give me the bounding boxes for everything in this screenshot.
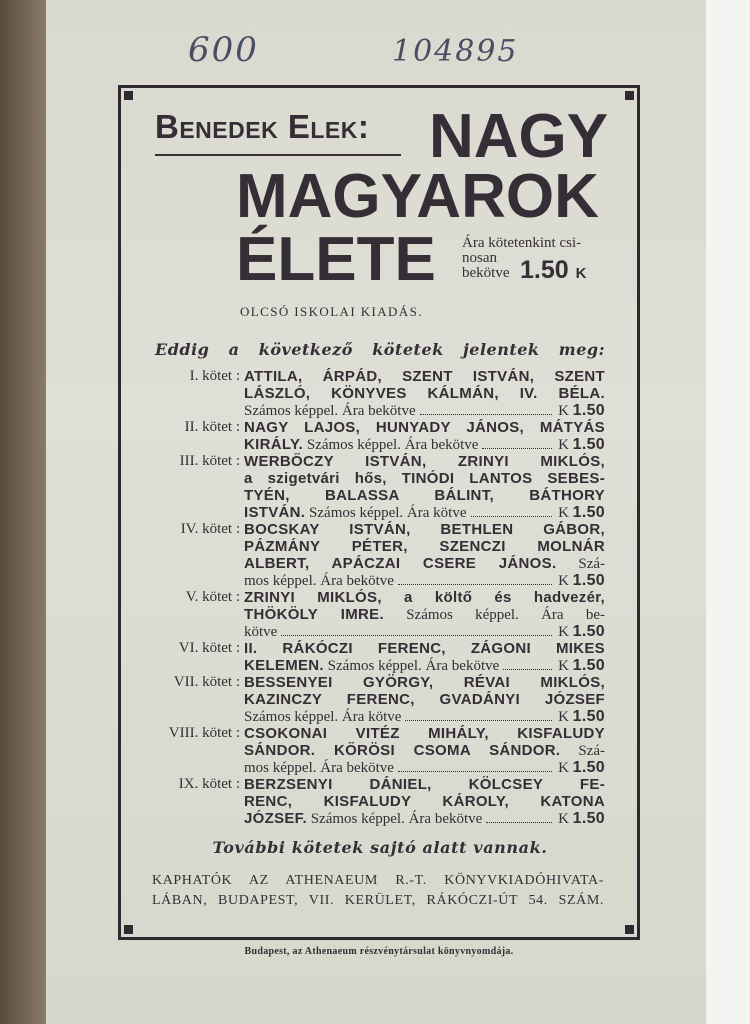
volume-price (558, 810, 605, 827)
price-currency: K (558, 573, 569, 589)
price-note-line: bekötve (462, 265, 510, 281)
dotted-leader (398, 771, 552, 772)
volume-persons: LÁSZLÓ, KÖNYVES KÁLMÁN, IV. BÉLA. (244, 385, 605, 402)
price-value: 1.50 (572, 810, 605, 827)
volume-line (244, 521, 605, 538)
volume-description: Számos képpel. Ára bekötve (306, 811, 483, 827)
volume-price (558, 436, 605, 453)
volume-persons: SÁNDOR. KŐRÖSI CSOMA SÁNDOR. (244, 742, 561, 759)
edition-label: OLCSÓ ISKOLAI KIADÁS. (240, 304, 423, 319)
volume-entry (150, 589, 605, 640)
volume-line (244, 776, 605, 793)
price-value: 1.50 (572, 759, 605, 776)
volume-description: mos képpel. Ára bekötve (244, 760, 394, 776)
volume-persons: ZRINYI MIKLÓS, a költő és hadvezér, (244, 589, 605, 606)
volume-description: Szá- (556, 556, 605, 572)
volume-line (244, 453, 605, 470)
volume-persons: BERZSENYI DÁNIEL, KÖLCSEY FE- (244, 776, 605, 793)
price-value: 1.50 (572, 623, 605, 640)
volume-persons: THÖKÖLY IMRE. (244, 606, 384, 623)
volume-line (244, 504, 605, 521)
volume-line (244, 708, 605, 725)
volume-line (244, 402, 605, 419)
volume-price (558, 759, 605, 776)
dotted-leader (503, 669, 552, 670)
volume-persons: WERBŐCZY ISTVÁN, ZRINYI MIKLÓS, (244, 453, 605, 470)
volume-entry (150, 640, 605, 674)
volume-label: VIII. kötet : (168, 725, 240, 741)
volume-persons: II. RÁKÓCZI FERENC, ZÁGONI MIKES (244, 640, 605, 657)
volume-contents (244, 419, 605, 453)
volume-label: VII. kötet : (173, 674, 240, 690)
volume-contents (244, 453, 605, 521)
price-note-line: nosan (462, 250, 497, 266)
price-currency: K (558, 658, 569, 674)
handwritten-number-left: 600 (188, 30, 259, 70)
dotted-leader (471, 516, 553, 517)
volume-line (244, 436, 605, 453)
volume-description: kötve (244, 624, 278, 640)
price-currency: K (575, 265, 587, 282)
volume-description: Számos képpel. Ára kötve (244, 709, 402, 725)
volume-price (558, 402, 605, 419)
volume-entry (150, 725, 605, 776)
volume-label: VI. kötet : (178, 640, 240, 656)
dotted-leader (482, 448, 552, 449)
volume-price (558, 504, 605, 521)
volume-persons: JÓZSEF. (244, 810, 307, 827)
volume-persons: TYÉN, BALASSA BÁLINT, BÁTHORY (244, 487, 605, 504)
volume-line (244, 793, 605, 810)
price-value: 1.50 (520, 256, 569, 284)
dotted-leader (405, 720, 552, 721)
volume-line (244, 657, 605, 674)
dotted-leader (281, 635, 552, 636)
volume-label: V. kötet : (185, 589, 240, 605)
volume-persons: RENC, KISFALUDY KÁROLY, KATONA (244, 793, 605, 810)
volume-line (244, 572, 605, 589)
frame-corner (625, 925, 634, 934)
price-currency: K (558, 811, 569, 827)
volume-persons: KAZINCZY FERENC, GVADÁNYI JÓZSEF (244, 691, 605, 708)
volume-line (244, 368, 605, 385)
frame-corner (625, 91, 634, 100)
volume-line (244, 589, 605, 606)
volume-persons: a szigetvári hős, TINÓDI LANTOS SEBES- (244, 470, 605, 487)
volume-line (244, 759, 605, 776)
volume-line (244, 487, 605, 504)
volume-line (244, 555, 605, 572)
address-line-1: KAPHATÓK AZ ATHENAEUM R.-T. KÖNYVKIADÓHIVATA- (152, 873, 604, 888)
volume-label: III. kötet : (179, 453, 240, 469)
volume-persons: ISTVÁN. (244, 504, 306, 521)
volume-description: Szá- (560, 743, 605, 759)
volume-contents (244, 640, 605, 674)
volume-contents (244, 368, 605, 419)
title-line-2: MAGYAROK (236, 162, 599, 231)
volume-description: Számos képpel. Ára kötve (305, 505, 467, 521)
dotted-leader (486, 822, 552, 823)
price-value: 1.50 (572, 572, 605, 589)
address-line-2: LÁBAN, BUDAPEST, VII. KERÜLET, RÁKÓCZI-ÚT 54. SZÁM. (152, 893, 604, 908)
volume-contents (244, 589, 605, 640)
price-currency: K (558, 760, 569, 776)
volume-persons: KIRÁLY. (244, 436, 304, 453)
volume-persons: ATTILA, ÁRPÁD, SZENT ISTVÁN, SZENT (244, 368, 605, 385)
author: Benedek Elek: (155, 108, 370, 145)
price-value: 1.50 (572, 504, 605, 521)
price-currency: K (558, 709, 569, 725)
volume-line (244, 419, 605, 436)
dotted-leader (398, 584, 552, 585)
volume-line (244, 623, 605, 640)
volume-line (244, 674, 605, 691)
volume-persons: PÁZMÁNY PÉTER, SZENCZI MOLNÁR (244, 538, 605, 555)
volume-entry (150, 674, 605, 725)
price-note-line: Ára kötetenkint csi- (462, 235, 582, 251)
volume-entry (150, 521, 605, 589)
price-currency: K (558, 437, 569, 453)
volume-line (244, 606, 605, 623)
volume-persons: BOCSKAY ISTVÁN, BETHLEN GÁBOR, (244, 521, 605, 538)
price-value: 1.50 (572, 657, 605, 674)
volume-description: Számos képpel. Ára bekötve (303, 437, 479, 453)
volume-persons: CSOKONAI VITÉZ MIHÁLY, KISFALUDY (244, 725, 605, 742)
title-line-3: ÉLETE (236, 225, 436, 294)
volume-contents (244, 521, 605, 589)
volume-line (244, 470, 605, 487)
volume-persons: KELEMEN. (244, 657, 324, 674)
volumes-intro: Eddig a következő kötetek jelentek meg: (155, 340, 605, 359)
printer-imprint: Budapest, az Athenaeum részvénytársulat könyvnyomdája. (244, 946, 514, 957)
volume-persons: ALBERT, APÁCZAI CSERE JÁNOS. (244, 555, 557, 572)
volume-line (244, 725, 605, 742)
frame-corner (124, 925, 133, 934)
author-underline (155, 154, 401, 156)
volume-line (244, 538, 605, 555)
volume-persons: BESSENYEI GYÖRGY, RÉVAI MIKLÓS, (244, 674, 605, 691)
volume-entry (150, 368, 605, 419)
series-price (520, 256, 586, 285)
handwritten-number-right: 104895 (392, 34, 519, 69)
volume-description: Számos képpel. Ára be- (383, 607, 605, 623)
price-currency: K (558, 403, 569, 419)
price-value: 1.50 (572, 708, 605, 725)
dotted-leader (420, 414, 552, 415)
price-value: 1.50 (572, 436, 605, 453)
volume-contents (244, 776, 605, 827)
volume-line (244, 810, 605, 827)
volume-entry (150, 776, 605, 827)
volume-label: I. kötet : (189, 368, 240, 384)
volume-entry (150, 419, 605, 453)
volume-persons: NAGY LAJOS, HUNYADY JÁNOS, MÁTYÁS (244, 419, 605, 436)
volume-entry (150, 453, 605, 521)
volume-contents (244, 674, 605, 725)
frame-corner (124, 91, 133, 100)
volume-price (558, 572, 605, 589)
price-currency: K (558, 624, 569, 640)
volume-description: Számos képpel. Ára bekötve (244, 403, 416, 419)
volume-description: Számos képpel. Ára bekötve (323, 658, 500, 674)
volume-price (558, 657, 605, 674)
price-value: 1.50 (572, 402, 605, 419)
price-currency: K (558, 505, 569, 521)
volume-line (244, 742, 605, 759)
volume-list (150, 368, 605, 827)
volume-label: II. kötet : (184, 419, 240, 435)
volume-line (244, 691, 605, 708)
volume-price (558, 708, 605, 725)
volume-description: mos képpel. Ára bekötve (244, 573, 394, 589)
volume-line (244, 385, 605, 402)
volume-label: IX. kötet : (178, 776, 240, 792)
in-press-note: További kötetek sajtó alatt vannak. (212, 838, 548, 857)
scan-background (0, 0, 46, 1024)
volume-label: IV. kötet : (180, 521, 240, 537)
volume-line (244, 640, 605, 657)
title-line-1: NAGY (429, 102, 609, 171)
volume-contents (244, 725, 605, 776)
volume-price (558, 623, 605, 640)
